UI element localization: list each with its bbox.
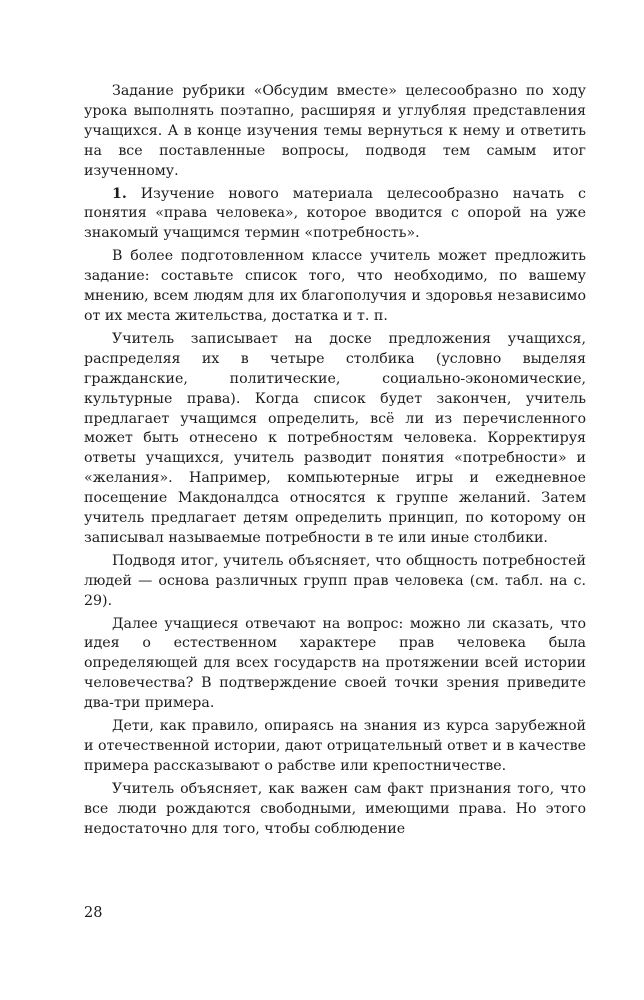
paragraph-5	[84, 552, 586, 612]
paragraph-3	[84, 247, 586, 327]
paragraph-2-number: 1.	[112, 185, 127, 202]
paragraph-6	[84, 615, 586, 715]
paragraph-5-text: Подводя итог, учитель объясняет, что общность потребностей людей — основа различных групп прав человека (см. табл. на с. 29).	[84, 552, 586, 609]
paragraph-4	[84, 330, 586, 549]
paragraph-1	[84, 82, 586, 182]
paragraph-2-text: Изучение нового материала целесообразно начать с понятия «права человека», которое вводится с опорой на уже знакомый учащимся термин «потребность».	[84, 185, 586, 242]
paragraph-7	[84, 717, 586, 777]
paragraph-2	[84, 185, 586, 245]
paragraph-4-text: Учитель записывает на доске предложения учащихся, распределяя их в четыре столбика (условно выделяя гражданские, политические, социально-экономические, культурные права). Когда список будет закончен, учитель предлагает учащимся определить, всё ли из перечисленного может быть отнесено к потребностям человека. Корректируя ответы учащихся, учитель разводит понятия «потребности» и «желания». Например, компьютерные игры и ежедневное посещение Макдоналдса относятся к группе желаний. Затем учитель предлагает детям определить принцип, по которому он записывал называемые потребности в те или иные столбики.	[84, 330, 586, 546]
paragraph-3-text: В более подготовленном классе учитель может предложить задание: составьте список того, что необходимо, по вашему мнению, всем людям для их благополучия и здоровья независимо от их места жительства, достатка и т. п.	[84, 248, 586, 324]
paragraph-8-text: Учитель объясняет, как важен сам факт признания того, что все люди рождаются свободными, имеющими права. Но этого недостаточно для того, чтобы соблюдение	[84, 780, 586, 837]
paragraph-7-text: Дети, как правило, опираясь на знания из курса зарубежной и отечественной истории, дают отрицательный ответ и в качестве примера рассказывают о рабстве или крепостничестве.	[84, 718, 586, 774]
paragraph-1-text: Задание рубрики «Обсудим вместе» целесообразно по ходу урока выполнять поэтапно, расширяя и углубляя представления учащихся. А в конце изучения темы вернуться к нему и ответить на все поставленные вопросы, подводя тем самым итог изученному.	[84, 83, 586, 179]
page-number: 28	[84, 905, 103, 921]
paragraph-6-text: Далее учащиеся отвечают на вопрос: можно ли сказать, что идея о естественном характере прав человека была определяющей для всех государств на протяжении всей истории человечества? В подтверждение своей точки зрения приведите два-три примера.	[84, 615, 586, 712]
page-body	[84, 82, 586, 840]
paragraph-8	[84, 780, 586, 840]
